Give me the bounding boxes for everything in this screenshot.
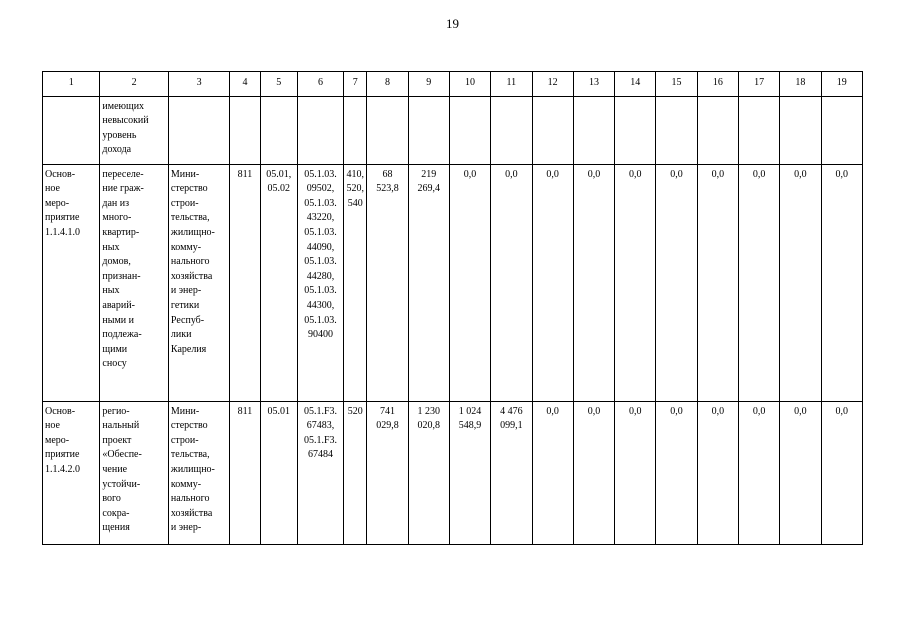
cell-line: 05.1.03. <box>304 256 337 268</box>
table-cell <box>100 164 169 401</box>
table-cell <box>230 96 260 164</box>
cell-line: 1 024 <box>458 405 482 417</box>
budget-table <box>42 71 863 545</box>
cell-line: приятие <box>45 212 80 224</box>
header-row <box>43 72 863 97</box>
cell-line: комму- <box>170 478 202 490</box>
cell-line: хозяйства <box>170 270 213 282</box>
cell-line: 523,8 <box>376 183 399 195</box>
table-cell <box>491 96 532 164</box>
table-cell <box>532 96 573 164</box>
table-cell: 0,0 <box>821 164 862 401</box>
table-cell: 0,0 <box>491 164 532 401</box>
cell-line: 05.1.03. <box>304 168 337 180</box>
cell-line: 219 <box>421 168 437 180</box>
cell-line: вого <box>102 493 121 505</box>
table-cell <box>821 96 862 164</box>
cell-line: имеющих <box>102 100 145 112</box>
cell-line: аварий- <box>102 299 135 311</box>
header-cell: 6 <box>297 72 343 97</box>
table-cell: 0,0 <box>615 401 656 544</box>
header-cell: 15 <box>656 72 697 97</box>
cell-line: ных <box>102 241 120 253</box>
cell-line: 67483, <box>306 420 335 432</box>
cell-line: 269,4 <box>417 183 440 195</box>
table-cell <box>738 96 779 164</box>
table-cell <box>449 96 490 164</box>
table-cell <box>367 164 408 401</box>
table-cell: 0,0 <box>615 164 656 401</box>
header-cell: 13 <box>573 72 614 97</box>
cell-line: 1.1.4.1.0 <box>45 226 80 238</box>
table-cell <box>100 401 169 544</box>
cell-line: 05.1.03. <box>304 197 337 209</box>
cell-line: сносу <box>102 358 127 370</box>
header-cell: 5 <box>260 72 297 97</box>
table-cell <box>260 164 297 401</box>
cell-line: Карелия <box>170 343 207 355</box>
cell-line: нального <box>170 256 210 268</box>
cell-line: 68 <box>382 168 393 180</box>
cell-line: Основ- <box>45 405 76 417</box>
table-cell <box>367 96 408 164</box>
table-row <box>43 96 863 164</box>
header-cell: 8 <box>367 72 408 97</box>
cell-line: 020,8 <box>417 420 440 432</box>
table-cell <box>408 401 449 544</box>
table-cell <box>780 96 821 164</box>
cell-line: комму- <box>170 241 202 253</box>
table-cell: 811 <box>230 401 260 544</box>
cell-line: Мини- <box>170 405 200 417</box>
cell-line: 548,9 <box>458 420 482 432</box>
table-cell <box>260 96 297 164</box>
table-cell <box>297 401 343 544</box>
cell-line: 05.1.03. <box>304 314 337 326</box>
header-cell: 12 <box>532 72 573 97</box>
table-cell <box>100 96 169 164</box>
cell-line: уровень <box>102 129 137 141</box>
table-row <box>43 401 863 544</box>
cell-line: проект <box>102 434 132 446</box>
cell-line: признан- <box>102 270 141 282</box>
table-cell: 0,0 <box>738 401 779 544</box>
cell-line: 520 <box>347 405 363 417</box>
table-cell <box>168 164 229 401</box>
table-cell: 0,0 <box>697 401 738 544</box>
header-cell: 16 <box>697 72 738 97</box>
cell-line: 05.1.F3. <box>303 405 338 417</box>
cell-line: 90400 <box>307 329 333 341</box>
cell-line: домов, <box>102 256 131 268</box>
table-cell <box>43 96 100 164</box>
cell-line: 05.02 <box>267 183 290 195</box>
table-cell: 0,0 <box>532 164 573 401</box>
cell-line: 4 476 <box>500 405 523 417</box>
header-cell: 10 <box>449 72 490 97</box>
table-cell <box>449 401 490 544</box>
table-cell: 0,0 <box>656 164 697 401</box>
cell-line: 05.1.03. <box>304 285 337 297</box>
table-cell <box>344 164 367 401</box>
table-cell <box>367 401 408 544</box>
cell-line: 43220, <box>306 212 335 224</box>
table-cell <box>168 401 229 544</box>
cell-line: нального <box>170 493 210 505</box>
table-cell <box>168 96 229 164</box>
table-cell <box>344 96 367 164</box>
table-cell <box>297 96 343 164</box>
table-cell <box>408 96 449 164</box>
cell-line: 05.1.F3. <box>303 434 338 446</box>
header-cell: 4 <box>230 72 260 97</box>
cell-line: 05.1.03. <box>304 226 337 238</box>
cell-line: устойчи- <box>102 478 141 490</box>
header-cell: 9 <box>408 72 449 97</box>
header-cell: 14 <box>615 72 656 97</box>
table-cell: 0,0 <box>532 401 573 544</box>
cell-line: дохода <box>102 144 132 156</box>
cell-line: строи- <box>170 197 199 209</box>
cell-line: чение <box>102 463 128 475</box>
cell-line: жилищно- <box>170 463 215 475</box>
cell-line: приятие <box>45 449 80 461</box>
cell-line: 09502, <box>306 183 335 195</box>
table-cell: 0,0 <box>573 401 614 544</box>
table-cell: 0,0 <box>780 164 821 401</box>
cell-line: 05.01, <box>266 168 292 180</box>
table-cell: 0,0 <box>656 401 697 544</box>
cell-line: 1 230 <box>417 405 440 417</box>
cell-line: ными и <box>102 314 135 326</box>
cell-line: 1.1.4.2.0 <box>45 463 80 475</box>
cell-line: тельства, <box>170 212 210 224</box>
table-cell <box>656 96 697 164</box>
table-cell <box>697 96 738 164</box>
table-cell: 0,0 <box>697 164 738 401</box>
header-cell: 3 <box>168 72 229 97</box>
table-cell: 0,0 <box>449 164 490 401</box>
cell-line: переселе- <box>102 168 144 180</box>
header-cell: 17 <box>738 72 779 97</box>
cell-line: жилищно- <box>170 226 215 238</box>
table-cell <box>408 164 449 401</box>
cell-line: меро- <box>45 197 70 209</box>
table-cell <box>297 164 343 401</box>
cell-line: лики <box>170 329 192 341</box>
cell-line: 44090, <box>306 241 335 253</box>
page-number: 19 <box>446 16 459 31</box>
header-cell: 19 <box>821 72 862 97</box>
cell-line: щения <box>102 522 130 534</box>
cell-line: квартир- <box>102 226 140 238</box>
cell-line: хозяйства <box>170 507 213 519</box>
table-cell <box>43 401 100 544</box>
cell-line: 741 <box>379 405 395 417</box>
table-cell <box>491 401 532 544</box>
cell-line: 540 <box>347 197 363 209</box>
cell-line: 520, <box>346 183 364 195</box>
cell-line: Респуб- <box>170 314 205 326</box>
cell-line: меро- <box>45 434 70 446</box>
cell-line: стерство <box>170 420 208 432</box>
header-cell: 2 <box>100 72 169 97</box>
cell-line: 410, <box>346 168 364 180</box>
cell-line: сокра- <box>102 507 130 519</box>
cell-line: нальный <box>102 420 140 432</box>
table-row <box>43 164 863 401</box>
table-cell <box>344 401 367 544</box>
header-cell: 1 <box>43 72 100 97</box>
header-cell: 11 <box>491 72 532 97</box>
cell-line: гетики <box>170 299 200 311</box>
cell-line: и энер- <box>170 285 202 297</box>
table-cell <box>260 401 297 544</box>
table-cell <box>43 164 100 401</box>
cell-line: невысокий <box>102 115 149 127</box>
header-cell: 18 <box>780 72 821 97</box>
table-cell: 0,0 <box>573 164 614 401</box>
cell-line: дан из <box>102 197 130 209</box>
cell-line: тельства, <box>170 449 210 461</box>
table-cell: 0,0 <box>821 401 862 544</box>
cell-line: 099,1 <box>500 420 523 432</box>
cell-line: строи- <box>170 434 199 446</box>
cell-line: много- <box>102 212 132 224</box>
cell-line: 67484 <box>307 449 333 461</box>
table-cell <box>573 96 614 164</box>
cell-line: ние граж- <box>102 183 144 195</box>
cell-line: 029,8 <box>376 420 399 432</box>
cell-line: щими <box>102 343 128 355</box>
cell-line: Основ- <box>45 168 76 180</box>
cell-line: «Обеспе- <box>102 449 142 461</box>
table-cell: 0,0 <box>780 401 821 544</box>
cell-line: регио- <box>102 405 130 417</box>
cell-line: 44280, <box>306 270 335 282</box>
table-cell <box>615 96 656 164</box>
cell-line: стерство <box>170 183 208 195</box>
cell-line: ное <box>45 183 60 195</box>
cell-line: 05.01 <box>267 405 290 417</box>
table-cell: 0,0 <box>738 164 779 401</box>
table-cell: 811 <box>230 164 260 401</box>
cell-line: Мини- <box>170 168 200 180</box>
cell-line: подлежа- <box>102 329 142 341</box>
header-cell: 7 <box>344 72 367 97</box>
cell-line: ных <box>102 285 120 297</box>
cell-line: и энер- <box>170 522 202 534</box>
cell-line: ное <box>45 420 60 432</box>
cell-line: 44300, <box>306 299 335 311</box>
